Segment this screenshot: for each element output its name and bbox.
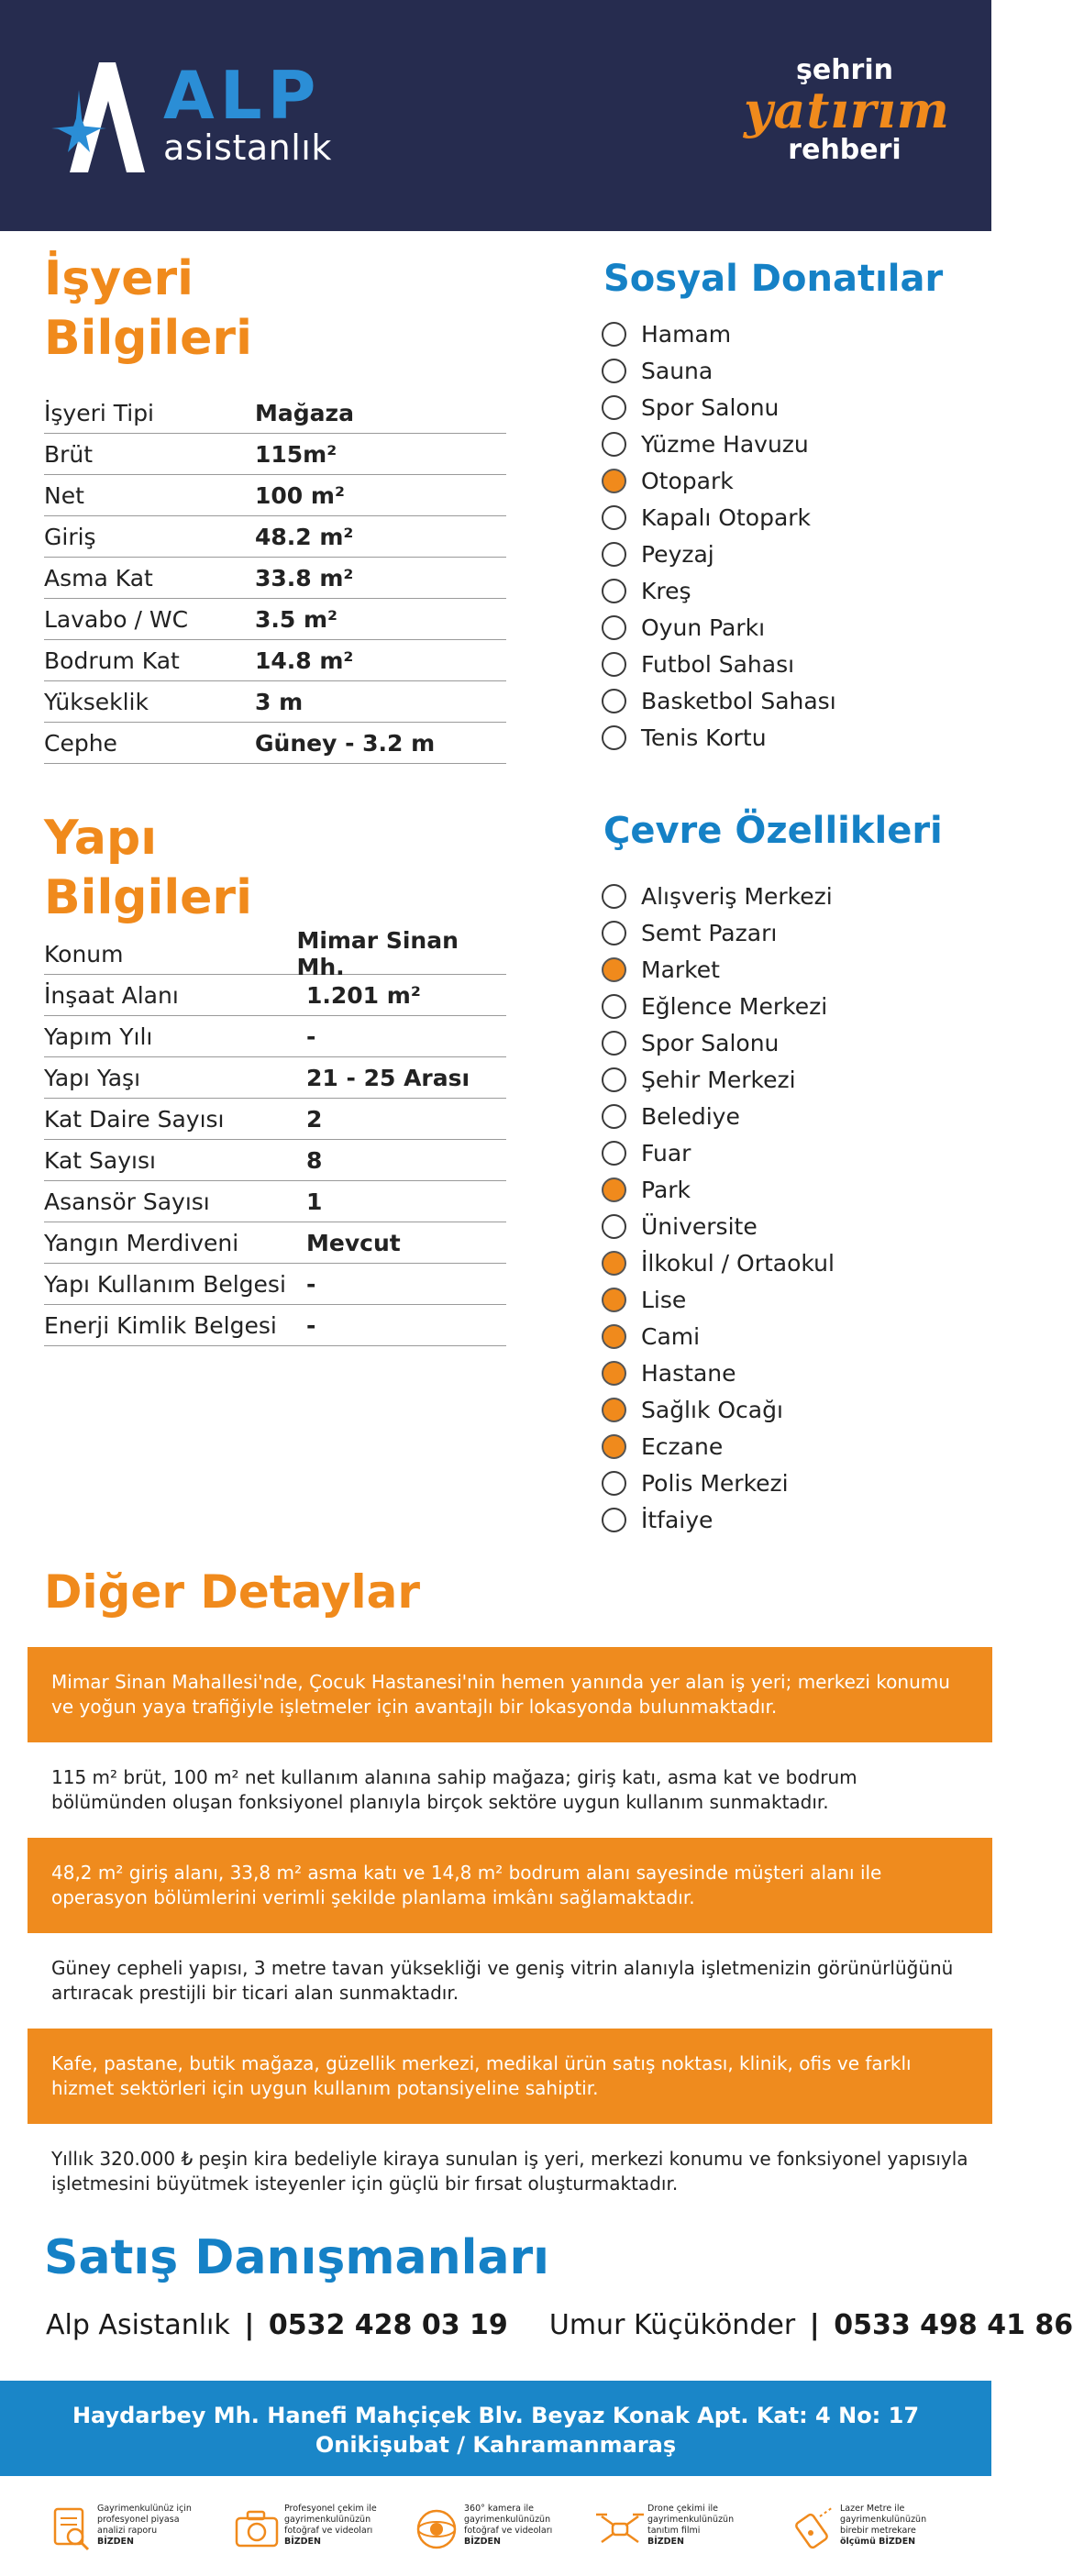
checklist-label: Polis Merkezi: [641, 1469, 789, 1497]
checklist-label: Kreş: [641, 577, 691, 604]
empty-circle-icon: [602, 725, 626, 750]
info-label: Asma Kat: [44, 564, 153, 591]
info-value: 48.2 m²: [255, 523, 354, 550]
logo-alp-text: ALP: [163, 57, 322, 134]
info-label: Konum: [44, 940, 124, 967]
tagline-mid: yatırım: [744, 81, 950, 139]
detail-paragraph: Güney cepheli yapısı, 3 metre tavan yüksekliği ve geniş vitrin alanıyla işletmenizin görünürlüğünü artıracak prestijli bir ticari alan sunmaktadır.: [28, 1933, 992, 2029]
checklist-item: [602, 426, 968, 462]
checklist-label: Peyzaj: [641, 540, 714, 568]
consultants-line: [46, 2309, 1073, 2341]
empty-circle-icon: [602, 652, 626, 677]
info-row: [44, 1305, 506, 1346]
checked-circle-icon: [602, 1398, 626, 1422]
info-value: 2: [306, 1105, 323, 1133]
info-label: Asansör Sayısı: [44, 1188, 210, 1215]
empty-circle-icon: [602, 542, 626, 567]
info-row: [44, 516, 506, 558]
checklist-item: [602, 389, 968, 426]
info-value: 8: [306, 1146, 323, 1174]
info-row: [44, 1264, 506, 1305]
isyeri-title-line1: İşyeri: [44, 251, 194, 306]
info-row: [44, 975, 506, 1016]
checklist-label: Spor Salonu: [641, 1029, 780, 1056]
checklist-label: Semt Pazarı: [641, 919, 778, 946]
info-label: Net: [44, 481, 84, 509]
checklist-item: [602, 1134, 968, 1171]
report-icon: [44, 2504, 95, 2555]
checklist-label: Lise: [641, 1286, 687, 1313]
yapi-title-line2: Bilgileri: [44, 870, 252, 925]
yapi-title-line1: Yapı: [44, 811, 158, 866]
info-row: [44, 1016, 506, 1057]
checklist-label: İlkokul / Ortaokul: [641, 1249, 835, 1277]
service-line: Lazer Metre ile: [840, 2504, 905, 2514]
info-label: Yangın Merdiveni: [44, 1229, 239, 1256]
tagline-top: şehrin: [796, 54, 893, 86]
checklist-label: Oyun Parkı: [641, 614, 766, 641]
info-label: Cephe: [44, 729, 117, 757]
service-camera: [231, 2500, 420, 2564]
service-line: analizi raporu: [97, 2525, 158, 2536]
checklist-label: Sauna: [641, 357, 713, 384]
checked-circle-icon: [602, 1434, 626, 1459]
service-line: Gayrimenkulünüz için: [97, 2504, 192, 2514]
diger-title: Diğer Detaylar: [44, 1565, 421, 1619]
checklist-label: Futbol Sahası: [641, 650, 795, 678]
info-row: [44, 1222, 506, 1264]
info-value: -: [306, 1270, 316, 1298]
checklist-item: [602, 1428, 968, 1465]
info-label: Giriş: [44, 523, 96, 550]
checked-circle-icon: [602, 1251, 626, 1276]
info-value: 3.5 m²: [255, 605, 337, 633]
detail-paragraph: Mimar Sinan Mahallesi'nde, Çocuk Hastanesi'nin hemen yanında yer alan iş yeri; merkezi konumu ve yoğun yaya trafiğiyle işletmeler için avantajlı bir lokasyonda bulunmaktadır.: [28, 1647, 992, 1742]
checked-circle-icon: [602, 1324, 626, 1349]
info-value: -: [306, 1023, 316, 1050]
checked-circle-icon: [602, 957, 626, 982]
info-row: [44, 1181, 506, 1222]
empty-circle-icon: [602, 1104, 626, 1129]
checklist-item: [602, 1391, 968, 1428]
tagline-bottom: rehberi: [788, 133, 902, 166]
checklist-item: [602, 1098, 968, 1134]
service-line: gayrimenkulünüzün: [464, 2514, 551, 2525]
info-label: Brüt: [44, 440, 94, 468]
services-strip: [0, 2487, 991, 2576]
info-row: [44, 1140, 506, 1181]
checklist-label: Basketbol Sahası: [641, 687, 836, 714]
service-line: ölçümü BİZDEN: [840, 2536, 916, 2547]
service-laser: [787, 2500, 976, 2564]
checklist-label: Tenis Kortu: [641, 724, 767, 751]
empty-circle-icon: [602, 884, 626, 909]
checklist-label: Şehir Merkezi: [641, 1066, 796, 1093]
empty-circle-icon: [602, 505, 626, 530]
info-value: 33.8 m²: [255, 564, 354, 591]
checklist-item: [602, 646, 968, 682]
checklist-label: Kapalı Otopark: [641, 503, 812, 531]
isyeri-table: [44, 392, 506, 764]
isyeri-title-line2: Bilgileri: [44, 311, 252, 366]
checklist-label: Sağlık Ocağı: [641, 1396, 783, 1423]
checklist-item: [602, 499, 968, 536]
checklist-item: [602, 315, 968, 352]
detail-paragraph: 115 m² brüt, 100 m² net kullanım alanına sahip mağaza; giriş katı, asma kat ve bodrum bölümünden oluşan fonksiyonel planıyla birçok sektöre uygun kullanım sunmaktadır.: [28, 1742, 992, 1838]
detail-paragraph: 48,2 m² giriş alanı, 33,8 m² asma katı ve 14,8 m² bodrum alanı sayesinde müşteri alanı ile operasyon bölümlerini verimli şekilde planlama imkânı sağlamaktadır.: [28, 1838, 992, 1933]
address-line1: Haydarbey Mh. Hanefi Mahçiçek Blv. Beyaz Konak Apt. Kat: 4 No: 17: [72, 2403, 920, 2428]
empty-circle-icon: [602, 1471, 626, 1496]
checklist-label: Alışveriş Merkezi: [641, 882, 833, 910]
service-line: birebir metrekare: [840, 2525, 916, 2536]
service-line: gayrimenkulünüzün: [647, 2514, 735, 2525]
checklist-label: Hamam: [641, 320, 732, 348]
address-line2: Onikişubat / Kahramanmaraş: [315, 2432, 677, 2459]
checklist-item: [602, 1024, 968, 1061]
camera-360-icon: [411, 2504, 462, 2555]
info-value: 1: [306, 1188, 323, 1215]
info-row: [44, 723, 506, 764]
checklist-item: [602, 609, 968, 646]
info-value: 1.201 m²: [306, 981, 421, 1009]
cevre-title: Çevre Özellikleri: [603, 810, 943, 852]
laser-meter-icon: [787, 2504, 838, 2555]
service-line: gayrimenkulünüzün: [284, 2514, 371, 2525]
empty-circle-icon: [602, 921, 626, 945]
info-label: Yükseklik: [44, 688, 149, 715]
empty-circle-icon: [602, 1141, 626, 1166]
checklist-label: Hastane: [641, 1359, 736, 1387]
empty-circle-icon: [602, 615, 626, 640]
empty-circle-icon: [602, 579, 626, 603]
info-label: Kat Daire Sayısı: [44, 1105, 225, 1133]
checklist-item: [602, 1318, 968, 1354]
service-line: BİZDEN: [97, 2536, 134, 2547]
checklist-item: [602, 988, 968, 1024]
info-value: 21 - 25 Arası: [306, 1064, 470, 1091]
checklist-item: [602, 719, 968, 756]
detail-paragraph: Yıllık 320.000 ₺ peşin kira bedeliyle kiraya sunulan iş yeri, merkezi konumu ve fonksiyonel yapısıyla işletmesini büyütmek isteyenler için güçlü bir fırsat oluşturmaktadır.: [28, 2124, 992, 2219]
empty-circle-icon: [602, 1508, 626, 1532]
service-line: BİZDEN: [647, 2536, 684, 2547]
info-row: [44, 475, 506, 516]
sosyal-title: Sosyal Donatılar: [603, 258, 944, 300]
info-row: [44, 681, 506, 723]
checklist-item: [602, 951, 968, 988]
info-row: [44, 434, 506, 475]
checklist-item: [602, 878, 968, 914]
service-360: [411, 2500, 600, 2564]
checked-circle-icon: [602, 1177, 626, 1202]
checklist-label: Üniversite: [641, 1212, 758, 1240]
checklist-label: Otopark: [641, 467, 734, 494]
info-row: [44, 392, 506, 434]
isyeri-title: [44, 249, 252, 369]
logo-asistanlik-text: asistanlık: [163, 127, 332, 168]
info-label: Kat Sayısı: [44, 1146, 156, 1174]
info-value: 100 m²: [255, 481, 345, 509]
info-value: Mağaza: [255, 399, 354, 426]
empty-circle-icon: [602, 322, 626, 347]
drone-icon: [594, 2504, 646, 2555]
checklist-label: İtfaiye: [641, 1506, 713, 1533]
empty-circle-icon: [602, 1214, 626, 1239]
yapi-title: [44, 809, 252, 928]
checklist-label: Cami: [641, 1322, 701, 1350]
empty-circle-icon: [602, 994, 626, 1019]
info-label: Bodrum Kat: [44, 647, 180, 674]
checklist-item: [602, 1501, 968, 1538]
info-label: Yapı Yaşı: [44, 1064, 141, 1091]
service-line: Drone çekimi ile: [647, 2504, 718, 2514]
info-row: [44, 1099, 506, 1140]
detail-paragraph: Kafe, pastane, butik mağaza, güzellik merkezi, medikal ürün satış noktası, klinik, ofis ve farklı hizmet sektörleri için uygun kullanım potansiyeline sahiptir.: [28, 2029, 992, 2124]
service-line: fotoğraf ve videoları: [284, 2525, 373, 2536]
checklist-label: Yüzme Havuzu: [641, 430, 809, 458]
info-value: -: [306, 1311, 316, 1339]
info-row: [44, 1057, 506, 1099]
checklist-item: [602, 1208, 968, 1244]
consultant2-phone[interactable]: 0533 498 41 86: [834, 2309, 1073, 2341]
alp-logo: [42, 53, 354, 182]
info-label: Lavabo / WC: [44, 605, 189, 633]
checklist-label: Spor Salonu: [641, 393, 780, 421]
info-label: Yapım Yılı: [44, 1023, 153, 1050]
checklist-item: [602, 1465, 968, 1501]
checklist-label: Market: [641, 956, 720, 983]
consultant1-phone[interactable]: 0532 428 03 19: [268, 2309, 508, 2341]
service-line: profesyonel piyasa: [97, 2514, 180, 2525]
sosyal-list: [602, 315, 968, 756]
info-row: [44, 558, 506, 599]
empty-circle-icon: [602, 689, 626, 713]
service-line: BİZDEN: [464, 2536, 501, 2547]
service-line: 360° kamera ile: [464, 2504, 535, 2514]
info-row: [44, 927, 506, 980]
info-row: [44, 599, 506, 640]
tagline: [744, 54, 950, 166]
empty-circle-icon: [602, 395, 626, 420]
header-banner: [0, 0, 991, 231]
separator: |: [809, 2309, 820, 2341]
info-value: Mevcut: [306, 1229, 401, 1256]
checklist-item: [602, 682, 968, 719]
service-line: gayrimenkulünüzün: [840, 2514, 927, 2525]
info-value: 115m²: [255, 440, 337, 468]
camera-icon: [231, 2504, 282, 2555]
info-row: [44, 640, 506, 681]
empty-circle-icon: [602, 1067, 626, 1092]
checklist-item: [602, 1061, 968, 1098]
checklist-label: Fuar: [641, 1139, 691, 1166]
consultant1-name: Alp Asistanlık: [46, 2309, 230, 2341]
service-line: fotoğraf ve videoları: [464, 2525, 553, 2536]
service-line: BİZDEN: [284, 2536, 321, 2547]
checklist-item: [602, 1171, 968, 1208]
separator: |: [244, 2309, 255, 2341]
info-label: İşyeri Tipi: [44, 399, 155, 426]
yapi-table: [44, 927, 506, 1346]
service-drone: [594, 2500, 783, 2564]
info-value: 14.8 m²: [255, 647, 354, 674]
checklist-item: [602, 462, 968, 499]
checked-circle-icon: [602, 1288, 626, 1312]
checklist-item: [602, 572, 968, 609]
checklist-item: [602, 1354, 968, 1391]
checked-circle-icon: [602, 1361, 626, 1386]
checklist-item: [602, 1244, 968, 1281]
checklist-item: [602, 352, 968, 389]
satis-title: Satış Danışmanları: [44, 2230, 550, 2285]
empty-circle-icon: [602, 1031, 626, 1056]
service-line: tanıtım filmi: [647, 2525, 701, 2536]
checklist-item: [602, 536, 968, 572]
consultant2-name: Umur Küçükönder: [548, 2309, 796, 2341]
checklist-item: [602, 1281, 968, 1318]
empty-circle-icon: [602, 359, 626, 383]
checklist-label: Park: [641, 1176, 691, 1203]
checked-circle-icon: [602, 469, 626, 493]
logo-a-star-icon: [42, 53, 171, 178]
info-label: İnşaat Alanı: [44, 981, 179, 1009]
info-label: Enerji Kimlik Belgesi: [44, 1311, 277, 1339]
info-label: Yapı Kullanım Belgesi: [44, 1270, 286, 1298]
empty-circle-icon: [602, 432, 626, 457]
info-value: Güney - 3.2 m: [255, 729, 436, 757]
info-value: Mimar Sinan Mh.: [296, 927, 459, 980]
service-line: Profesyonel çekim ile: [284, 2504, 377, 2514]
checklist-label: Eczane: [641, 1432, 724, 1460]
cevre-list: [602, 878, 968, 1538]
service-report: [44, 2500, 233, 2564]
checklist-label: Belediye: [641, 1102, 740, 1130]
checklist-item: [602, 914, 968, 951]
info-value: 3 m: [255, 688, 304, 715]
address-bar: [0, 2381, 991, 2476]
checklist-label: Eğlence Merkezi: [641, 992, 828, 1020]
